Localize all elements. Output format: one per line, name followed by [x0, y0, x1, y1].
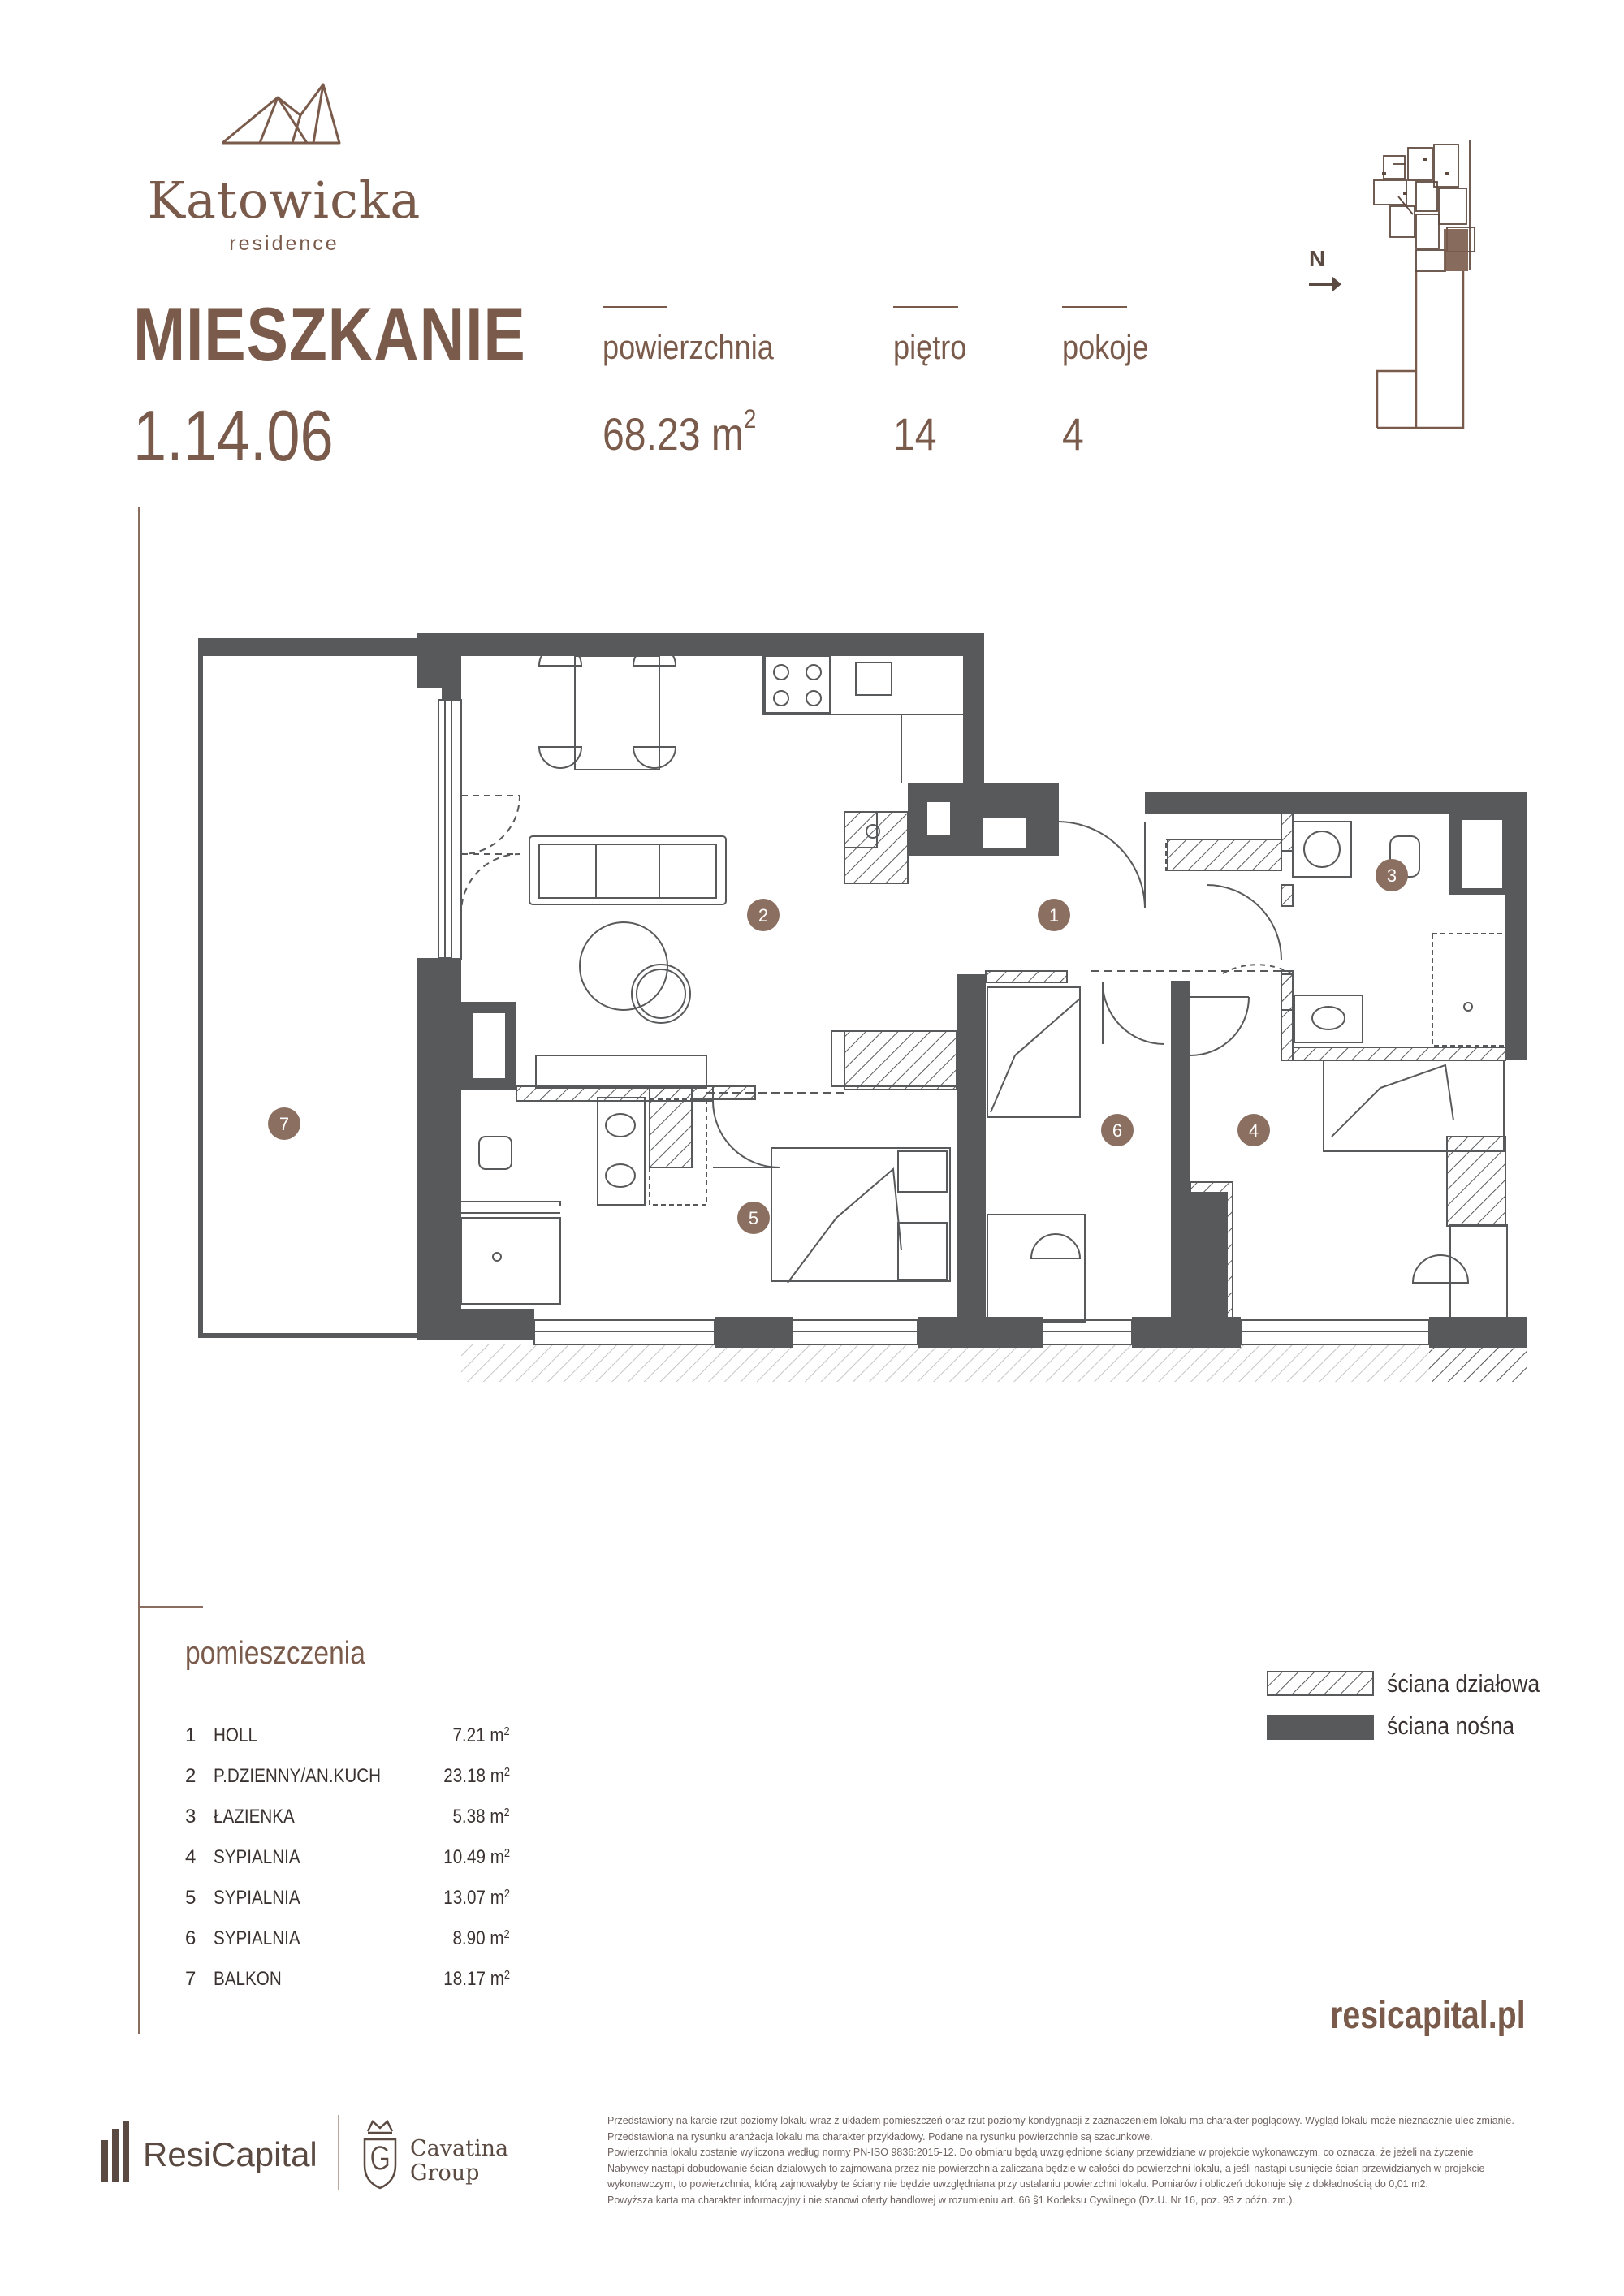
room-number: 1	[185, 1724, 197, 1746]
ground-hatch	[461, 1344, 1527, 1382]
stat-value-area: 68.23 $m^2$	[603, 404, 757, 460]
stat-value-rooms: 4	[1062, 408, 1084, 460]
legend-label-load-bearing: ściana nośna	[1387, 1711, 1515, 1740]
stat-label-floor: piętro	[893, 328, 967, 366]
room-name: P.DZIENNY/AN.KUCH	[214, 1765, 382, 1787]
svg-text:5: 5	[748, 1208, 759, 1228]
balcony-outline	[198, 638, 417, 1338]
apartment-label: MIESZKANIE	[133, 291, 526, 377]
disclaimer-line: Przedstawiony na karcie rzut poziomy lokalu wraz z układem pomieszczeń oraz rzut poziomy kondygnacji z zaznaczeniem lokalu ma charakter poglądowy. Wygląd lokalu może nieznacznie ulec zmianie.	[607, 2115, 1514, 2126]
building-key-plan-icon	[1366, 140, 1479, 437]
legal-disclaimer	[607, 2113, 1535, 2208]
room-name: BALKON	[214, 1968, 282, 1990]
room-number: 2	[185, 1765, 197, 1787]
room-area: 18.17 $m^2$	[443, 1968, 510, 1990]
stat-value-floor: 14	[893, 408, 937, 460]
room-row	[185, 1927, 510, 1960]
room-row	[185, 1765, 510, 1798]
ground-hatch-right	[1429, 1344, 1527, 1382]
left-rule-tick	[138, 1606, 203, 1608]
legend-swatch-partition	[1267, 1671, 1374, 1696]
room-number: 4	[185, 1846, 197, 1868]
room-area: 5.38 $m^2$	[452, 1806, 510, 1828]
rooms-title: pomieszczenia	[185, 1636, 365, 1671]
room-name: SYPIALNIA	[214, 1927, 300, 1949]
svg-text:4: 4	[1248, 1120, 1259, 1141]
room-name: SYPIALNIA	[214, 1887, 300, 1909]
brand-subtitle: residence	[229, 232, 339, 255]
legend-swatch-load-bearing	[1267, 1715, 1374, 1740]
room-name: SYPIALNIA	[214, 1846, 300, 1868]
legend-label-partition: ściana działowa	[1387, 1669, 1540, 1698]
disclaimer-line: wykonawczym, to powierzchnia, którą zajmowałyby te ściany nie będzie uwzględniana przy ustalaniu powierzchni lokalu. Pomiarów i obliczeń dokonuje się z dokładnością do 0,01 m2.	[607, 2178, 1428, 2190]
stat-rule	[893, 306, 958, 308]
room-badge-2	[747, 899, 780, 931]
svg-text:7: 7	[279, 1114, 290, 1134]
cavatina-logo-text	[410, 2137, 508, 2186]
room-badge-1	[1038, 899, 1070, 931]
room-area: 8.90 $m^2$	[452, 1927, 510, 1949]
resicapital-logo-icon	[102, 2121, 134, 2182]
disclaimer-line: Przedstawiona na rysunku aranżacja lokalu ma charakter przykładowy. Podane na rysunku powierzchnie są szacunkowe.	[607, 2130, 1153, 2143]
room-number: 7	[185, 1968, 197, 1990]
svg-text:6: 6	[1112, 1120, 1123, 1141]
room-badge-7	[268, 1107, 300, 1140]
website-link[interactable]: resicapital.pl	[1330, 1994, 1526, 2037]
svg-text:3: 3	[1386, 865, 1397, 886]
room-row	[185, 1887, 510, 1919]
left-vertical-rule	[138, 507, 140, 2034]
room-area: 7.21 $m^2$	[452, 1724, 510, 1746]
room-badge-3	[1376, 859, 1408, 891]
room-badge-4	[1237, 1114, 1270, 1146]
svg-text:2: 2	[758, 905, 769, 926]
room-name: HOLL	[214, 1724, 257, 1746]
north-arrow-icon	[1307, 272, 1343, 296]
room-row	[185, 1968, 510, 2000]
room-number: 6	[185, 1927, 197, 1949]
katowicka-mountain-logo-icon	[219, 80, 343, 148]
cavatina-line2: Group	[410, 2160, 480, 2186]
room-row	[185, 1846, 510, 1879]
logo-separator	[338, 2115, 339, 2190]
disclaimer-line: Powierzchnia lokalu zostanie wyliczona według normy PN-ISO 9836:2015-12. Do obmiaru będą uwzględnione ściany przewidziane w projekcie wykonawczym, co oznacza, że jeżeli na życzenie	[607, 2147, 1474, 2158]
apartment-number: 1.14.06	[133, 395, 334, 476]
room-area: 13.07 $m^2$	[443, 1887, 510, 1909]
stat-label-area: powierzchnia	[603, 328, 774, 366]
resicapital-logo-text: ResiCapital	[143, 2135, 317, 2173]
svg-text:1: 1	[1048, 905, 1060, 926]
floor-plan	[187, 625, 1535, 1405]
room-row	[185, 1806, 510, 1838]
stat-label-rooms: pokoje	[1062, 328, 1149, 366]
stat-rule	[1062, 306, 1127, 308]
cavatina-line1: Cavatina	[410, 2136, 509, 2161]
compass-north-label: N	[1309, 246, 1326, 271]
cavatina-crest-icon	[360, 2115, 400, 2190]
room-name: ŁAZIENKA	[214, 1806, 295, 1828]
room-area: 23.18 $m^2$	[443, 1765, 510, 1787]
room-number: 5	[185, 1887, 197, 1909]
stat-rule	[603, 306, 667, 308]
room-number: 3	[185, 1806, 197, 1828]
disclaimer-line: Nabywcy nastąpi dobudowanie ścian działowych to zajmowana przez nie powierzchnia zaliczana będzie w całości do powierzchni lokalu, a jeśli nastąpi usunięcie ścian przewidzianych w projekcie	[607, 2162, 1485, 2174]
room-area: 10.49 $m^2$	[443, 1846, 510, 1868]
brand-name: Katowicka	[147, 170, 421, 230]
room-badge-5	[737, 1202, 770, 1234]
room-row	[185, 1724, 510, 1757]
room-badge-6	[1101, 1114, 1134, 1146]
load-bearing-walls	[417, 633, 1527, 1348]
disclaimer-line: Powyższa karta ma charakter informacyjny i nie stanowi oferty handlowej w rozumieniu art. 66 §1 Kodeksu Cywilnego (Dz.U. Nr 16, poz. 93 z późn. zm.).	[607, 2194, 1295, 2206]
